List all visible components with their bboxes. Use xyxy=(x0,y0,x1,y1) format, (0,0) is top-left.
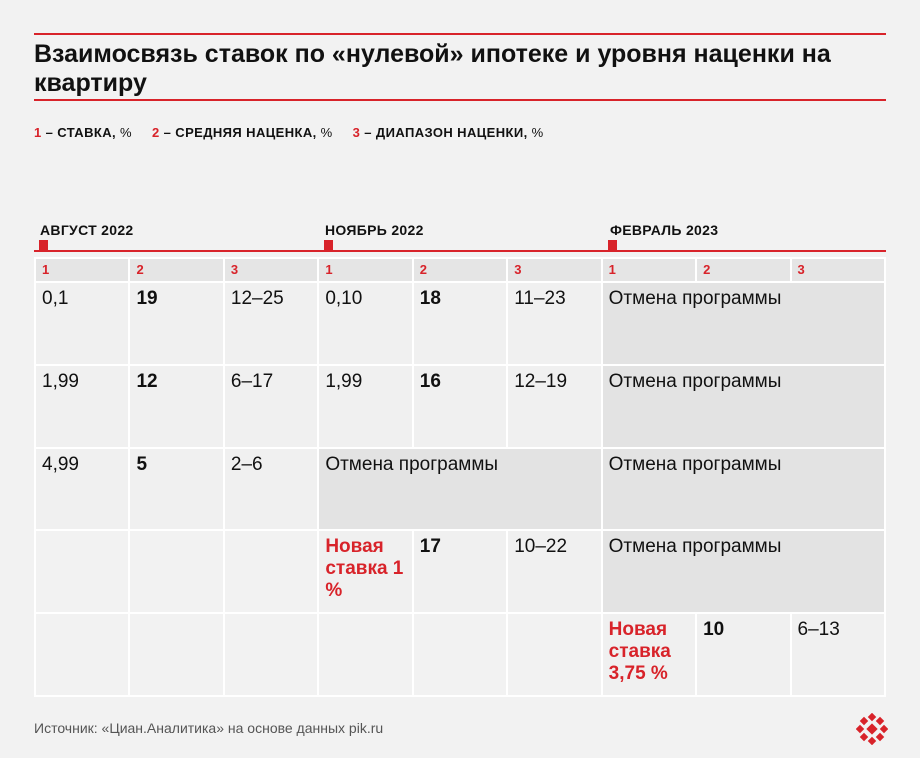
empty-cell xyxy=(36,531,128,612)
table-cell: 18 xyxy=(414,283,506,364)
empty-cell xyxy=(225,531,317,612)
legend xyxy=(34,125,560,140)
top-rule xyxy=(34,33,886,35)
timeline-tick xyxy=(608,240,617,250)
column-header: 2 xyxy=(697,259,789,281)
column-header: 3 xyxy=(508,259,600,281)
legend-item-rate: 1 – СТАВКА, % xyxy=(34,125,132,140)
column-header: 1 xyxy=(319,259,411,281)
table-cell: 2–6 xyxy=(225,449,317,530)
table-cell: 4,99 xyxy=(36,449,128,530)
period-label-feb-2023: ФЕВРАЛЬ 2023 xyxy=(610,222,719,238)
title-rule xyxy=(34,99,886,101)
program-cancelled-cell: Отмена программы xyxy=(603,283,884,364)
empty-cell xyxy=(130,531,222,612)
table-cell: 12–25 xyxy=(225,283,317,364)
legend-item-markup-range: 3 – ДИАПАЗОН НАЦЕНКИ, % xyxy=(352,125,544,140)
column-header: 2 xyxy=(414,259,506,281)
table-cell: 6–13 xyxy=(792,614,884,695)
table-cell: 17 xyxy=(414,531,506,612)
table-cell: 5 xyxy=(130,449,222,530)
empty-cell xyxy=(508,614,600,695)
empty-cell xyxy=(36,614,128,695)
table-cell: 12–19 xyxy=(508,366,600,447)
cian-logo-icon xyxy=(856,713,888,745)
table-cell: 12 xyxy=(130,366,222,447)
empty-cell xyxy=(225,614,317,695)
data-table xyxy=(34,257,886,697)
table-cell: 19 xyxy=(130,283,222,364)
empty-cell xyxy=(414,614,506,695)
timeline-tick xyxy=(39,240,48,250)
period-label-aug-2022: АВГУСТ 2022 xyxy=(40,222,134,238)
program-cancelled-cell: Отмена программы xyxy=(603,449,884,530)
empty-cell xyxy=(130,614,222,695)
new-rate-cell: Новая ставка 3,75 % xyxy=(603,614,695,695)
table-cell: 10–22 xyxy=(508,531,600,612)
program-cancelled-cell: Отмена программы xyxy=(319,449,600,530)
period-label-nov-2022: НОЯБРЬ 2022 xyxy=(325,222,424,238)
column-header: 1 xyxy=(36,259,128,281)
table-cell: 10 xyxy=(697,614,789,695)
source-note: Источник: «Циан.Аналитика» на основе данных pik.ru xyxy=(34,720,384,736)
table-cell: 6–17 xyxy=(225,366,317,447)
timeline-axis xyxy=(34,250,886,252)
table-cell: 1,99 xyxy=(319,366,411,447)
table-cell: 0,1 xyxy=(36,283,128,364)
table-cell: 11–23 xyxy=(508,283,600,364)
table-cell: 1,99 xyxy=(36,366,128,447)
empty-cell xyxy=(319,614,411,695)
column-header: 3 xyxy=(792,259,884,281)
table-cell: 16 xyxy=(414,366,506,447)
table-cell: 0,10 xyxy=(319,283,411,364)
legend-item-avg-markup: 2 – СРЕДНЯЯ НАЦЕНКА, % xyxy=(152,125,333,140)
column-header: 2 xyxy=(130,259,222,281)
program-cancelled-cell: Отмена программы xyxy=(603,531,884,612)
timeline-tick xyxy=(324,240,333,250)
chart-title: Взаимосвязь ставок по «нулевой» ипотеке и уровня наценки на квартиру xyxy=(34,40,831,97)
column-header: 1 xyxy=(603,259,695,281)
new-rate-cell: Новая ставка 1 % xyxy=(319,531,411,612)
program-cancelled-cell: Отмена программы xyxy=(603,366,884,447)
column-header: 3 xyxy=(225,259,317,281)
